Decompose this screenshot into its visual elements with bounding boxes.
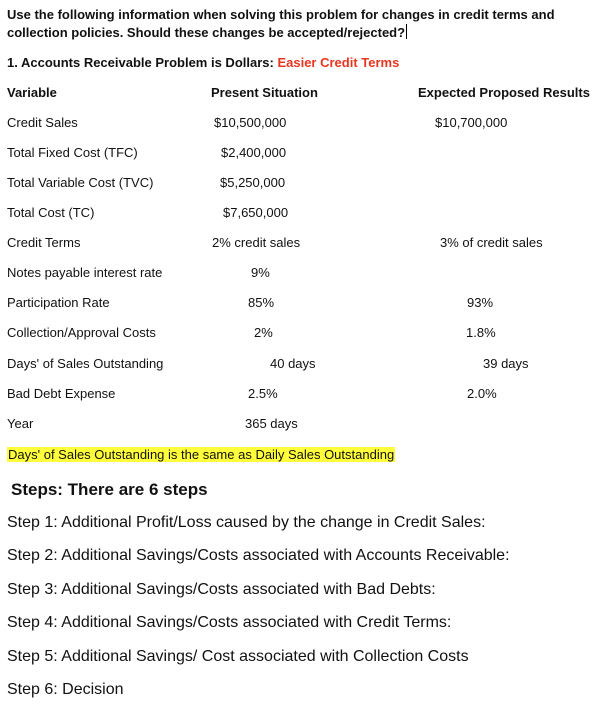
text-cursor [406, 24, 407, 39]
table-row [0, 205, 606, 225]
table-row [0, 175, 606, 195]
row-label: Credit Sales [7, 115, 78, 130]
present-value: 2.5% [248, 386, 278, 401]
row-label: Total Fixed Cost (TFC) [7, 145, 138, 160]
table-row [0, 416, 606, 436]
header-present-situation: Present Situation [211, 85, 318, 100]
present-value: $10,500,000 [214, 115, 287, 130]
present-value: 2% credit sales [212, 235, 301, 250]
table-row [0, 386, 606, 406]
header-expected-results: Expected Proposed Results [418, 85, 590, 100]
proposed-value: 93% [467, 295, 494, 310]
step-item: Step 6: Decision [7, 681, 124, 698]
steps-title: Steps: There are 6 steps [11, 480, 208, 499]
table-row [0, 356, 606, 376]
row-label: Participation Rate [7, 295, 110, 310]
step-item: Step 4: Additional Savings/Costs associated with Credit Terms: [7, 614, 452, 631]
present-value: 365 days [245, 416, 298, 431]
row-label: Bad Debt Expense [7, 386, 116, 401]
present-value: 40 days [270, 356, 316, 371]
present-value: $7,650,000 [223, 205, 289, 220]
proposed-value: 2.0% [467, 386, 497, 401]
table-row [0, 115, 606, 135]
row-label: Notes payable interest rate [7, 265, 163, 280]
present-value: $5,250,000 [220, 175, 286, 190]
table-row [0, 295, 606, 315]
present-value: 85% [248, 295, 275, 310]
table-row [0, 325, 606, 345]
proposed-value: 3% of credit sales [440, 235, 543, 250]
heading-prefix: 1. Accounts Receivable Problem is Dollars: [7, 55, 278, 70]
problem-heading [7, 55, 399, 70]
header-variable: Variable [7, 85, 57, 100]
step-item: Step 3: Additional Savings/Costs associated with Bad Debts: [7, 581, 436, 598]
proposed-value: 1.8% [466, 325, 496, 340]
table-row [0, 145, 606, 165]
proposed-value: $10,700,000 [435, 115, 508, 130]
row-label: Total Cost (TC) [7, 205, 95, 220]
row-label: Credit Terms [7, 235, 81, 250]
proposed-value: 39 days [483, 356, 529, 371]
intro-text: Use the following information when solving this problem for changes in credit terms and collection policies. Should these changes be accepted/rejected? [7, 7, 555, 40]
table-row [0, 265, 606, 285]
highlighted-note: Days' of Sales Outstanding is the same as Daily Sales Outstanding [8, 447, 395, 462]
table-row [0, 235, 606, 255]
present-value: 9% [251, 265, 270, 280]
row-label: Total Variable Cost (TVC) [7, 175, 154, 190]
row-label: Collection/Approval Costs [7, 325, 156, 340]
step-item: Step 1: Additional Profit/Loss caused by the change in Credit Sales: [7, 514, 486, 531]
present-value: 2% [254, 325, 273, 340]
present-value: $2,400,000 [221, 145, 287, 160]
step-item: Step 2: Additional Savings/Costs associated with Accounts Receivable: [7, 547, 510, 564]
step-item: Step 5: Additional Savings/ Cost associated with Collection Costs [7, 648, 469, 665]
row-label: Days' of Sales Outstanding [7, 356, 164, 371]
row-label: Year [7, 416, 34, 431]
heading-accent: Easier Credit Terms [277, 55, 400, 70]
